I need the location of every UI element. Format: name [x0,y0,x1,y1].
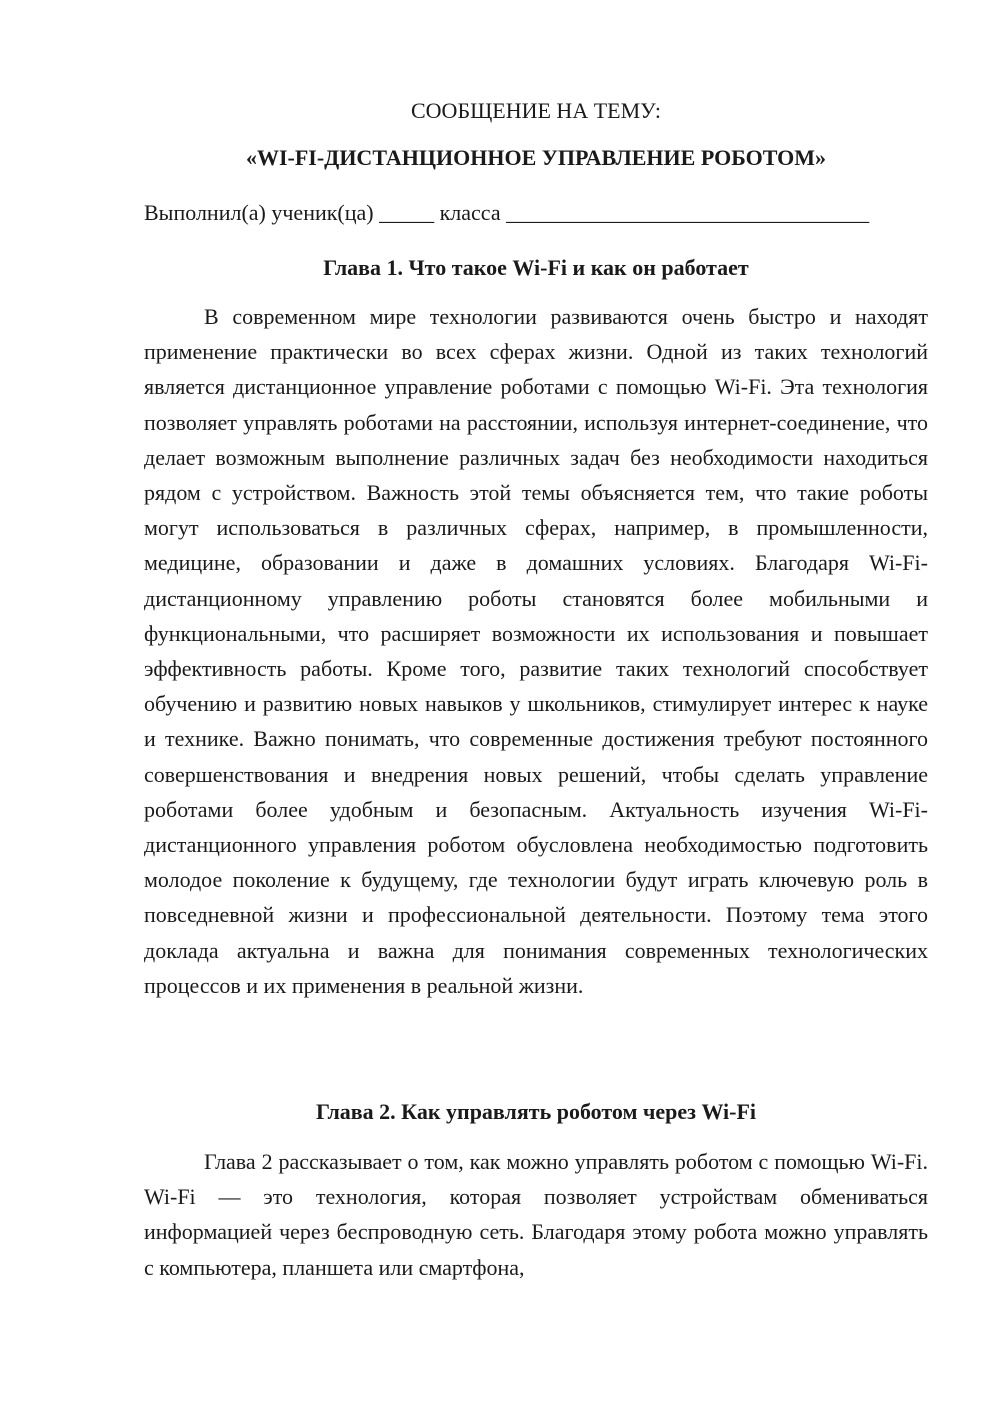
document-title-line-1: СООБЩЕНИЕ НА ТЕМУ: [411,98,661,123]
student-class-line: Выполнил(а) ученик(ца) _____ класса _________________________________ [144,200,870,225]
chapter-1-paragraph: В современном мире технологии развиваются очень быстро и находят применение практически во всех сферах жизни. Одной из таких технологий является дистанционное управление роботами с помощью Wi-Fi. Эта технология позволяет управлять роботами на расстоянии, используя интернет-соединение, что делает возможным выполнение различных задач без необходимости находиться рядом с устройством. Важность этой темы объясняется тем, что такие роботы могут использоваться в различных сферах, например, в промышленности, медицине, образовании и даже в домашних условиях. Благодаря Wi-Fi-дистанционному управлению роботы становятся более мобильными и функциональными, что расширяет возможности их использования и повышает эффективность работы. Кроме того, развитие таких технологий способствует обучению и развитию новых навыков у школьников, стимулирует интерес к науке и технике. Важно понимать, что современные достижения требуют постоянного совершенствования и внедрения новых решений, чтобы сделать управление роботами более удобным и безопасным. Актуальность изучения Wi-Fi-дистанционного управления роботом обусловлена необходимостью подготовить молодое поколение к будущему, где технологии будут играть ключевую роль в повседневной жизни и профессиональной деятельности. Поэтому тема этого доклада актуальна и важна для понимания современных технологических процессов и их применения в реальной жизни. [144,304,928,998]
chapter-2-heading: Глава 2. Как управлять роботом через Wi-Fi [315,1099,757,1124]
chapter-2-paragraph: Глава 2 рассказывает о том, как можно управлять роботом с помощью Wi-Fi. Wi-Fi — это технология, которая позволяет устройствам обмениваться информацией через беспроводную сеть. Благодаря этому робота можно управлять с компьютера, планшета или смартфона, [144,1149,928,1280]
chapter-1-heading: Глава 1. Что такое Wi-Fi и как он работает [323,255,749,280]
document-title-line-2: «WI-FI-ДИСТАНЦИОННОЕ УПРАВЛЕНИЕ РОБОТОМ» [245,145,827,170]
